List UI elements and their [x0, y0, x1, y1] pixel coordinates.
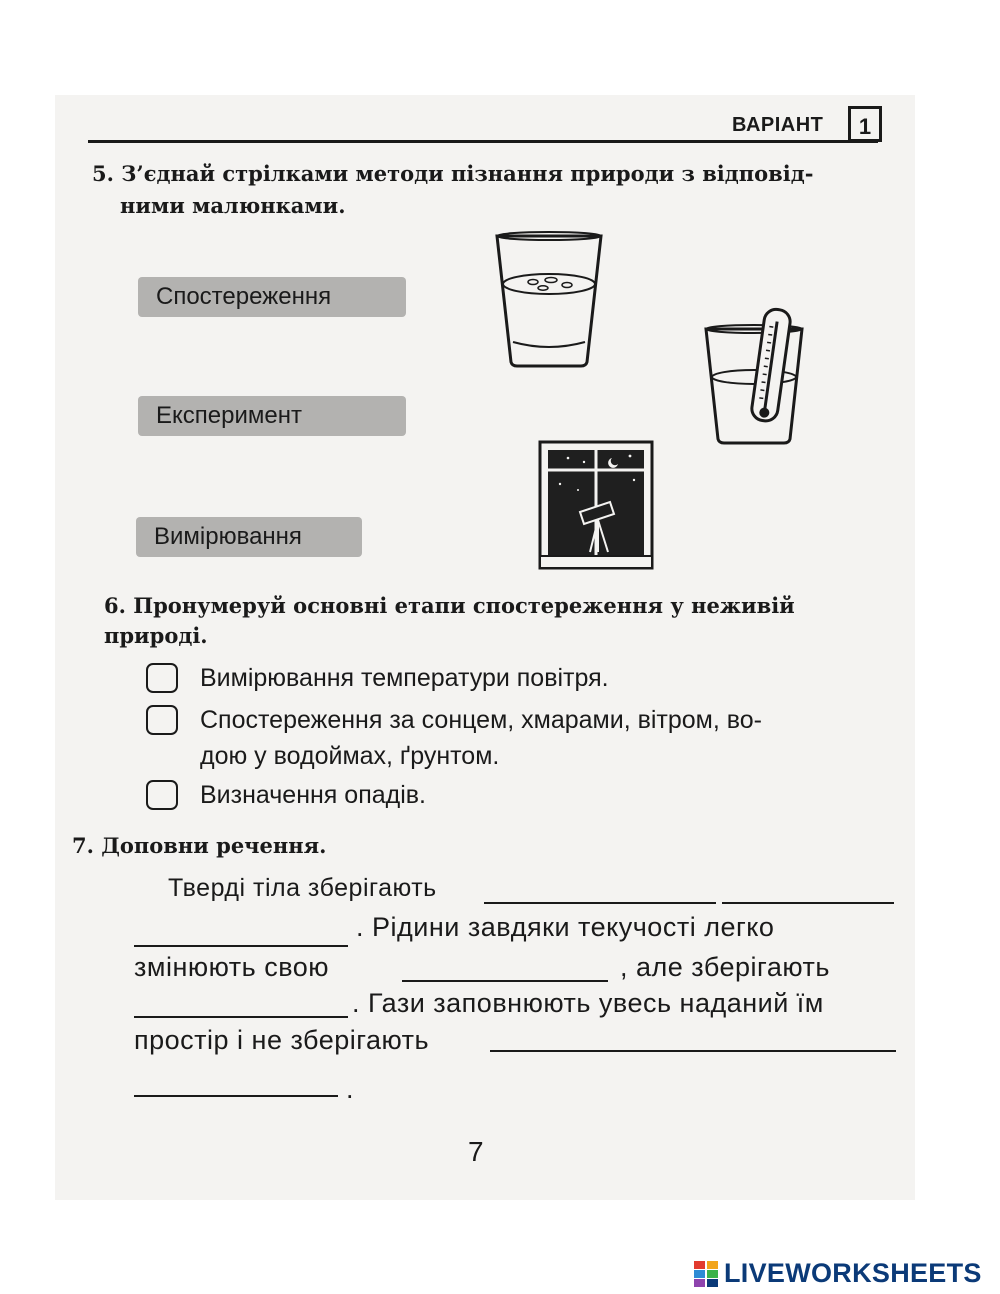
answer-blank-2[interactable]: [134, 945, 348, 947]
order-input-box[interactable]: [146, 780, 178, 810]
liveworksheets-logo-icon: [694, 1261, 718, 1287]
task7-text-2: . Рідини завдяки текучості легко: [356, 912, 775, 942]
order-input-box[interactable]: [146, 663, 178, 693]
answer-blank-1b[interactable]: [722, 902, 894, 904]
task6-title-line2: природі.: [104, 623, 208, 648]
task7-text-1: Тверді тіла зберігають: [168, 874, 437, 902]
answer-blank-6[interactable]: [134, 1095, 338, 1097]
glass-with-water-icon[interactable]: [493, 230, 605, 370]
answer-blank-1a[interactable]: [484, 902, 716, 904]
task6-item: [146, 702, 762, 774]
window-with-telescope-icon[interactable]: [538, 440, 654, 570]
task7-text-3b: , але зберігають: [620, 952, 830, 982]
task6-item-text: дою у водоймах, ґрунтом.: [200, 742, 500, 770]
task6-item-text: Визначення опадів.: [200, 781, 427, 809]
task7-text-5: простір і не зберігають: [134, 1025, 430, 1055]
task5-title-line2: ними малюнками.: [120, 193, 346, 218]
liveworksheets-logo[interactable]: [694, 1258, 982, 1289]
task7-title: 7. Доповни речення.: [72, 833, 327, 858]
task6-item-text: Вимірювання температури повітря.: [200, 664, 609, 692]
task6-item: [146, 660, 609, 696]
task6-item-text: Спостереження за сонцем, хмарами, вітром, во-: [200, 706, 762, 734]
variant-label: ВАРІАНТ: [732, 114, 824, 136]
answer-blank-5[interactable]: [490, 1050, 896, 1052]
task7-text-6: .: [346, 1074, 355, 1104]
liveworksheets-logo-text: LIVEWORKSHEETS: [724, 1258, 982, 1288]
order-input-box[interactable]: [146, 705, 178, 735]
page-number: 7: [468, 1136, 484, 1167]
method-label-observation[interactable]: Спостереження: [138, 277, 406, 317]
task7-text-4: . Гази заповнюють увесь наданий їм: [352, 988, 824, 1018]
answer-blank-3[interactable]: [402, 980, 608, 982]
task6-item: [146, 777, 426, 813]
answer-blank-4[interactable]: [134, 1016, 348, 1018]
method-label-experiment[interactable]: Експеримент: [138, 396, 406, 436]
task7-text-3a: змінюють свою: [134, 952, 329, 982]
header-divider: [88, 140, 878, 143]
task6-title-line1: 6. Пронумеруй основні етапи спостереження у неживій: [104, 593, 795, 618]
variant-number: 1: [848, 106, 882, 142]
task5-title-line1: 5. З’єднай стрілками методи пізнання природи з відповід-: [92, 161, 814, 186]
method-label-measurement[interactable]: Вимірювання: [136, 517, 362, 557]
glass-with-thermometer-icon[interactable]: [700, 305, 810, 445]
